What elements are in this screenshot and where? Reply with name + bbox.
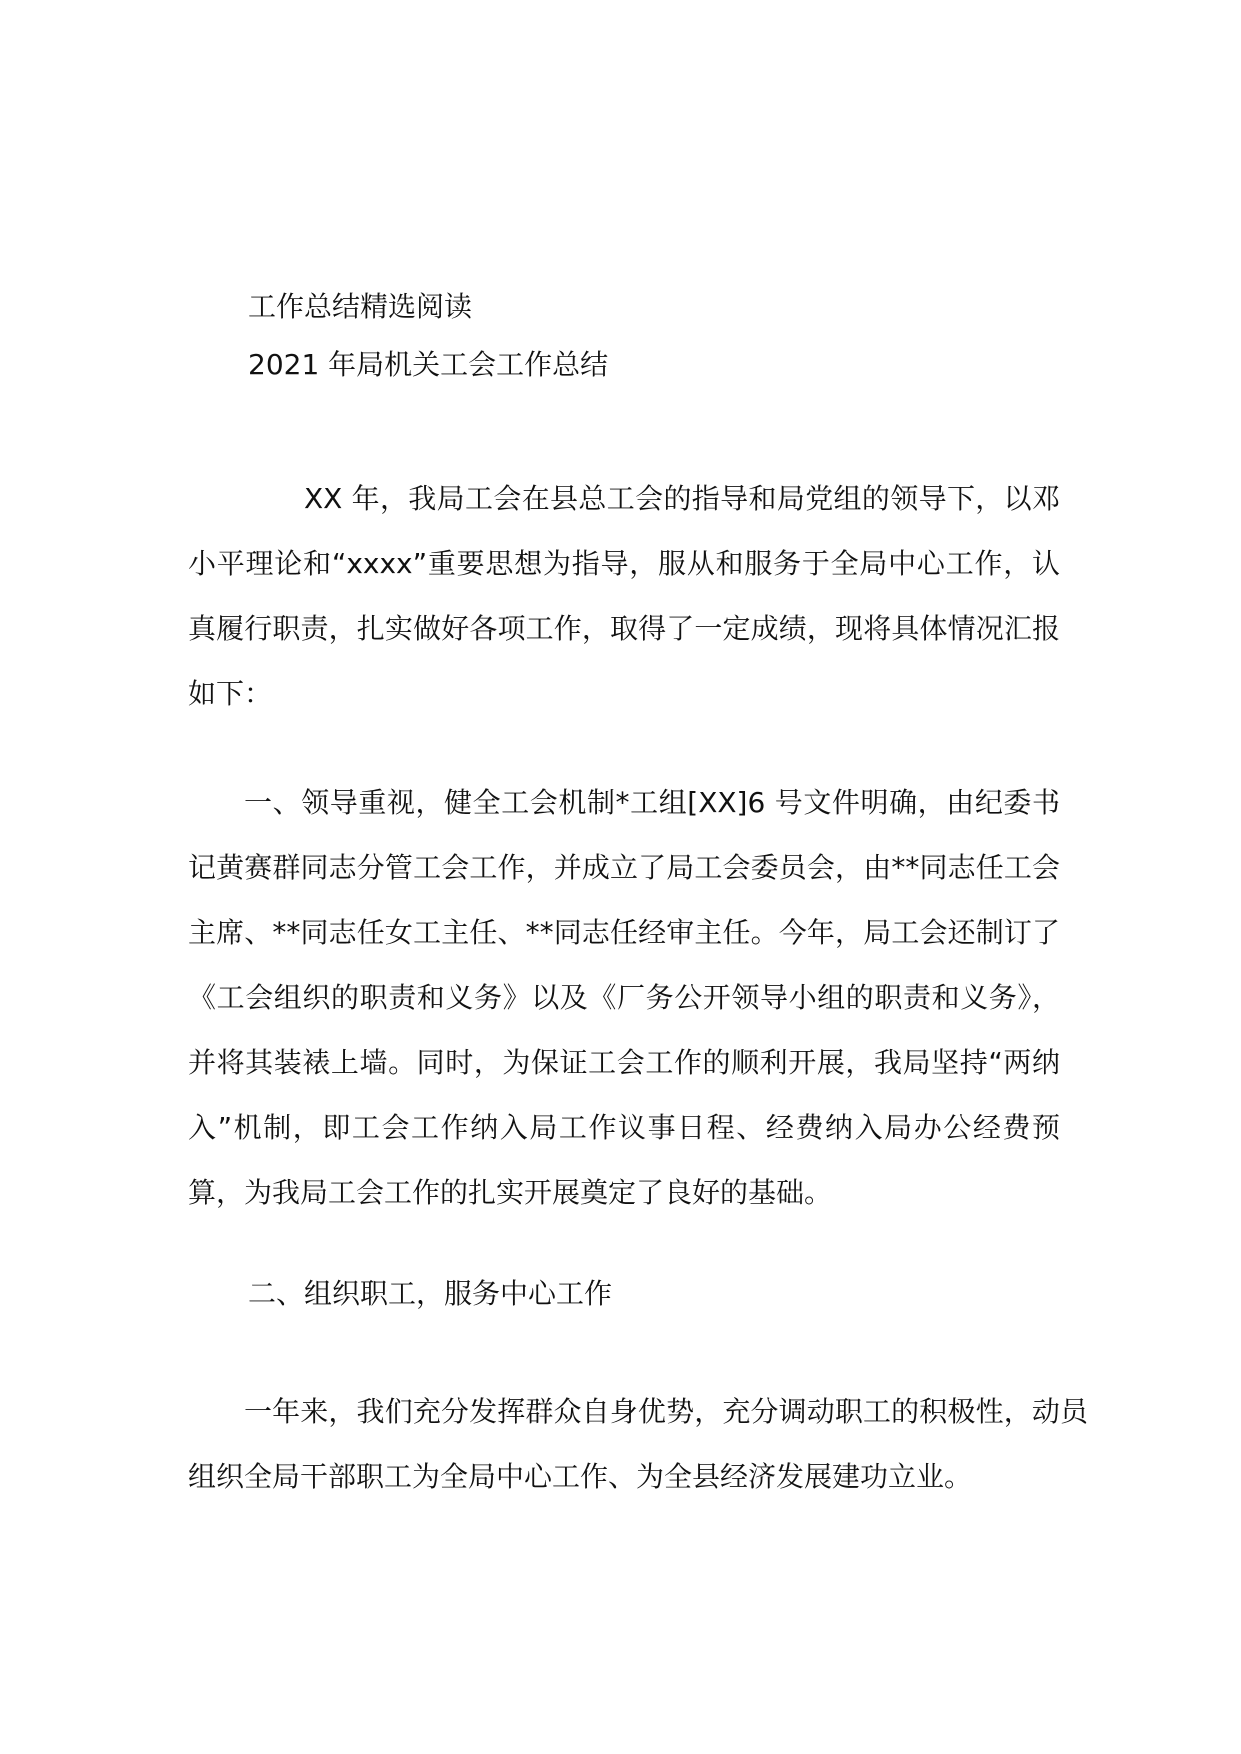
- section2-paragraph: 一年来，我们充分发挥群众自身优势，充分调动职工的积极性，动员组织全局干部职工为全局中心工作、为全县经济发展建功立业。: [188, 1395, 1088, 1493]
- section1-paragraph: 一、领导重视，健全工会机制*工组[XX]6 号文件明确，由纪委书记黄赛群同志分管工会工作，并成立了局工会委员会，由**同志任工会主席、**同志任女工主任、**同志任经审主任。今年，局工会还制订了《工会组织的职责和义务》以及《厂务公开领导小组的职责和义务》，并将其装裱上墙。同时，为保证工会工作的顺利开展，我局坚持“两纳入”机制，即工会工作纳入局工作议事日程、经费纳入局办公经费预算，为我局工会工作的扎实开展奠定了良好的基础。: [188, 786, 1060, 1209]
- section2-title: 二、组织职工，服务中心工作: [248, 1277, 613, 1310]
- header-line: 工作总结精选阅读: [248, 290, 473, 323]
- document-title: 2021 年局机关工会工作总结: [248, 348, 609, 381]
- intro-paragraph: XX 年，我局工会在县总工会的指导和局党组的领导下，以邓小平理论和“xxxx”重要思想为指导，服从和服务于全局中心工作，认真履行职责，扎实做好各项工作，取得了一定成绩，现将具体情况汇报如下：: [188, 482, 1060, 710]
- document-body: [188, 290, 1088, 1509]
